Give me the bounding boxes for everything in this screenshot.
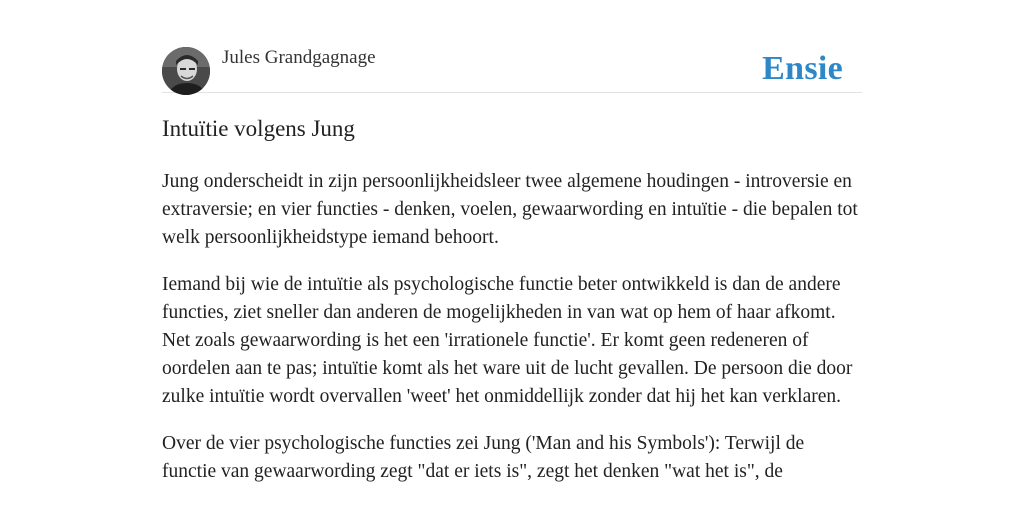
article-paragraph: Iemand bij wie de intuïtie als psychologische functie beter ontwikkeld is dan de andere functies, ziet sneller dan anderen de mogelijkheden in van wat op hem of haar afkomt. Net zoals gewaarwording is het een 'irrationele functie'. Er komt geen redeneren of oordelen aan te pas; intuïtie komt als het ware uit de lucht gevallen. De persoon die door zulke intuïtie wordt overvallen 'weet' het onmiddellijk zonder dat hij het kan verklaren. [162,274,853,407]
article-paragraph: Over de vier psychologische functies zei Jung ('Man and his Symbols'): Terwijl de functie van gewaarwording zegt "dat er iets is", zegt het denken "wat het is", de [162,433,805,482]
author-name[interactable]: Jules Grandgagnage [222,47,376,68]
header [162,46,862,93]
ensie-logo[interactable]: Ensie [762,50,843,87]
article-body [162,168,862,505]
article-paragraph: Jung onderscheidt in zijn persoonlijkheidsleer twee algemene houdingen - introversie en extraversie; en vier functies - denken, voelen, gewaarwording en intuïtie - die bepalen tot welk persoonlijkheidstype iemand behoort. [162,171,858,248]
article-title: Intuïtie volgens Jung [162,116,355,141]
author-avatar[interactable] [162,47,210,95]
avatar-photo-icon [162,47,210,95]
